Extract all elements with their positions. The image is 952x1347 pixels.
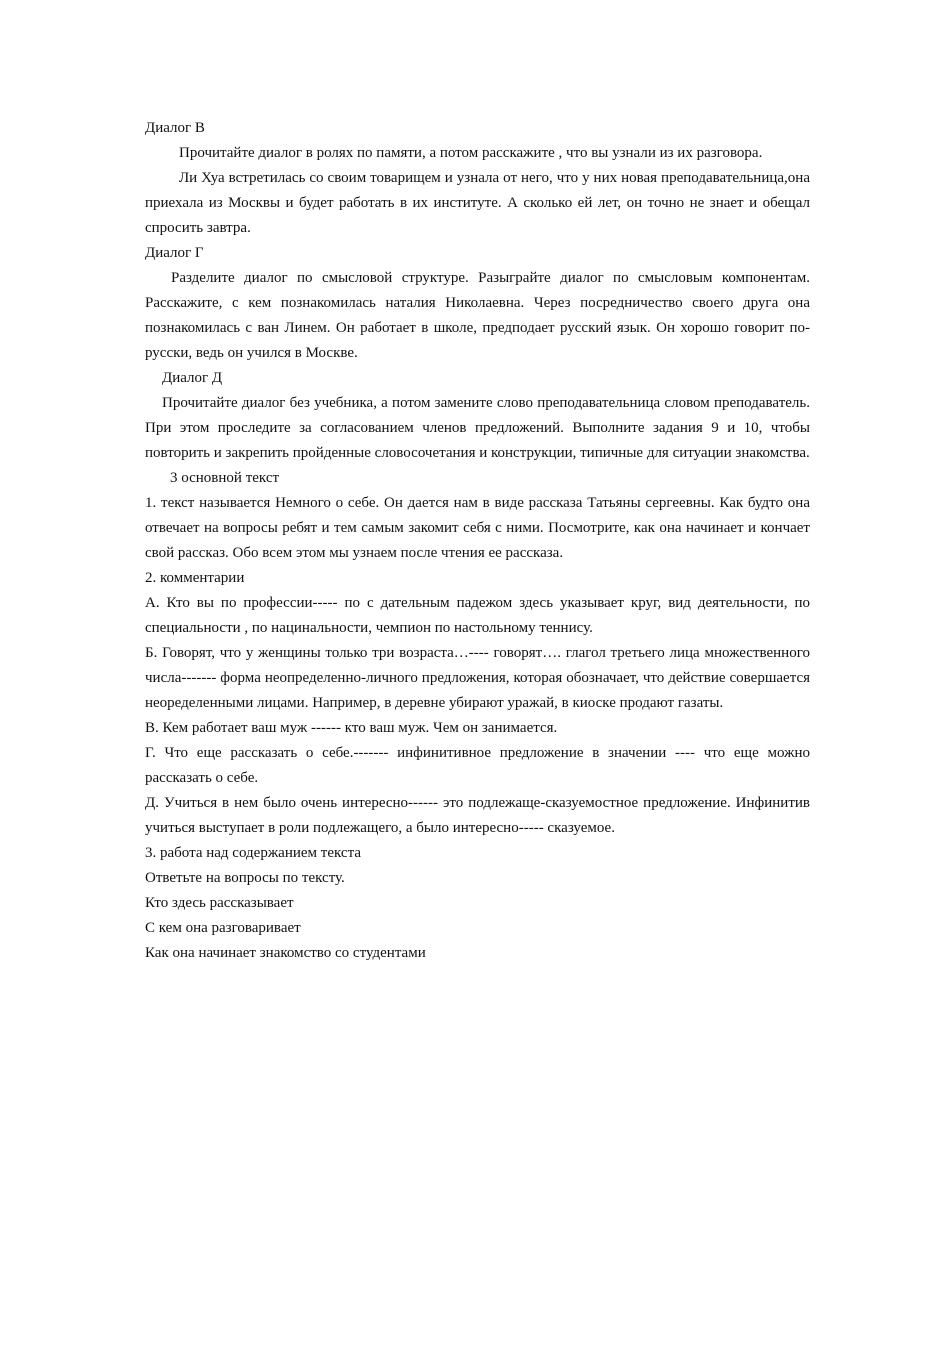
heading-dialog-b: Диалог В xyxy=(145,120,205,136)
paragraph-dialog-b-task: Прочитайте диалог в ролях по памяти, а потом расскажите , что вы узнали из их разговора. xyxy=(179,145,763,161)
paragraph-dialog-b-summary: Ли Хуа встретилась со своим товарищем и узнала от него, что у них новая преподавательница,она приехала из Москвы и будет работать в их институте. А сколько ей лет, он точно не знает и обещал спросить завтра. xyxy=(145,170,810,236)
comment-item-d: Д. Учиться в нем было очень интересно------ это подлежаще-сказуемостное предложение. Инфинитив учиться выступает в роли подлежащего, а было интересно----- сказуемое. xyxy=(145,795,810,836)
heading-dialog-d: Диалог Д xyxy=(162,370,223,386)
list-item-3: 3. работа над содержанием текста xyxy=(145,845,361,861)
comment-item-b: Б. Говорят, что у женщины только три возраста…---- говорят…. глагол третьего лица множественного числа------- форма неопределенно-личного предложения, которая обозначает, что действие совершается неоределенными лицами. Например, в деревне убирают уражай, в киоске продают газаты. xyxy=(145,645,810,711)
comment-item-v: В. Кем работает ваш муж ------ кто ваш муж. Чем он занимается. xyxy=(145,720,558,736)
list-item-2: 2. комментарии xyxy=(145,570,245,586)
question-2: С кем она разговаривает xyxy=(145,920,301,936)
paragraph-dialog-g: Разделите диалог по смысловой структуре. Разыграйте диалог по смысловым компонентам. Расскажите, с кем познакомилась наталия Николаевна. Через посредничество своего друга она познакомилась с ван Линем. Он работает в школе, предподает русский язык. Он хорошо говорит по-русски, ведь он учился в Москве. xyxy=(145,270,810,361)
heading-dialog-g: Диалог Г xyxy=(145,245,204,261)
paragraph-dialog-d: Прочитайте диалог без учебника, а потом замените слово преподавательница словом преподаватель. При этом проследите за согласованием членов предложений. Выполните задания 9 и 10, чтобы повторить и закрепить пройденные словосочетания и конструкции, типичные для ситуации знакомства. xyxy=(145,395,810,461)
comment-item-g: Г. Что еще рассказать о себе.------- инфинитивное предложение в значении ---- что еще можно рассказать о себе. xyxy=(145,745,810,786)
comment-item-a: А. Кто вы по профессии----- по с дательным падежом здесь указывает круг, вид деятельности, по специальности , по нацинальности, чемпион по настольному теннису. xyxy=(145,595,810,636)
document-page xyxy=(145,116,810,966)
heading-main-text: 3 основной текст xyxy=(170,470,280,486)
question-1: Кто здесь рассказывает xyxy=(145,895,294,911)
question-3: Как она начинает знакомство со студентами xyxy=(145,945,426,961)
questions-intro: Ответьте на вопросы по тексту. xyxy=(145,870,345,886)
list-item-1: 1. текст называется Немного о себе. Он дается нам в виде рассказа Татьяны сергеевны. Как будто она отвечает на вопросы ребят и тем самым закомит себя с ними. Посмотрите, как она начинает и кончает свой рассказ. Обо всем этом мы узнаем после чтения ее рассказа. xyxy=(145,495,810,561)
